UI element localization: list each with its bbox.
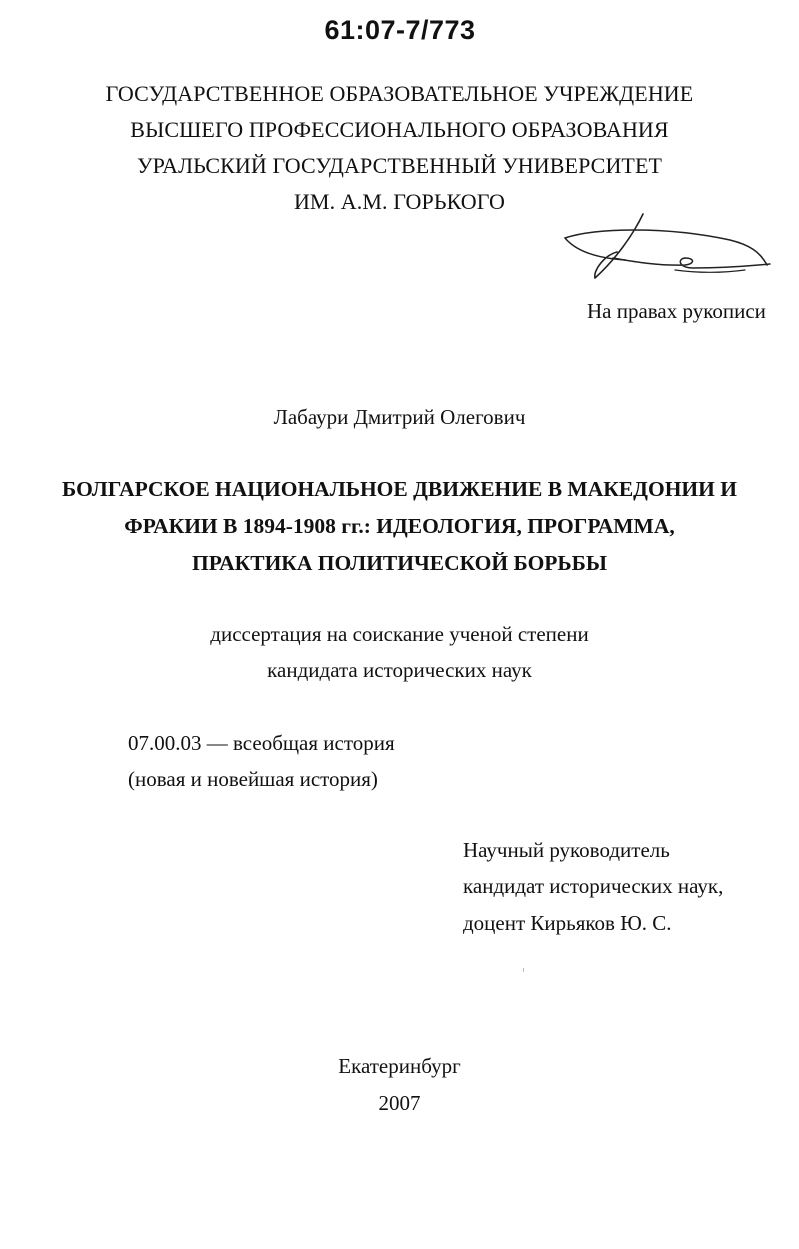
specialty-sub: (новая и новейшая история) bbox=[128, 767, 378, 791]
title-line: БОЛГАРСКОЕ НАЦИОНАЛЬНОЕ ДВИЖЕНИЕ В МАКЕДОНИИ И bbox=[62, 477, 737, 501]
author-name: Лабаури Дмитрий Олегович bbox=[273, 405, 526, 429]
supervisor-line: доцент Кирьяков Ю. С. bbox=[463, 911, 672, 935]
institution-line: УРАЛЬСКИЙ ГОСУДАРСТВЕННЫЙ УНИВЕРСИТЕТ bbox=[136, 153, 663, 178]
degree-line: диссертация на соискание ученой степени bbox=[210, 622, 589, 646]
catalog-number: 61:07-7/773 bbox=[324, 15, 476, 45]
specialty-code: 07.00.03 — всеобщая история bbox=[128, 731, 395, 755]
degree-line: кандидата исторических наук bbox=[267, 658, 532, 682]
title-line: ФРАКИИ В 1894-1908 гг.: ИДЕОЛОГИЯ, ПРОГРАММА, bbox=[124, 514, 675, 538]
place: Екатеринбург bbox=[338, 1054, 461, 1078]
institution-line: ИМ. А.М. ГОРЬКОГО bbox=[293, 189, 506, 214]
institution-line: ВЫСШЕГО ПРОФЕССИОНАЛЬНОГО ОБРАЗОВАНИЯ bbox=[130, 117, 669, 142]
scan-speck bbox=[523, 968, 524, 972]
year: 2007 bbox=[378, 1091, 421, 1115]
institution-line: ГОСУДАРСТВЕННОЕ ОБРАЗОВАТЕЛЬНОЕ УЧРЕЖДЕНИЕ bbox=[105, 81, 694, 106]
supervisor-line: Научный руководитель bbox=[463, 838, 670, 862]
title-line: ПРАКТИКА ПОЛИТИЧЕСКОЙ БОРЬБЫ bbox=[192, 551, 607, 575]
supervisor-line: кандидат исторических наук, bbox=[463, 874, 724, 898]
manuscript-note: На правах рукописи bbox=[587, 299, 766, 323]
handwritten-signature bbox=[555, 210, 775, 290]
